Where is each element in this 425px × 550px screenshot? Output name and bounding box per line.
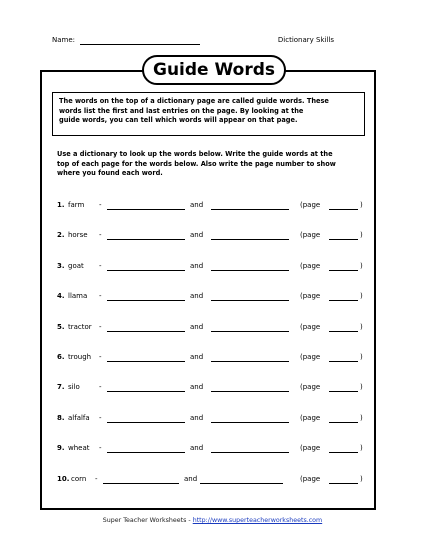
page-close-paren: ): [360, 413, 363, 422]
first-guide-word-blank[interactable]: [107, 201, 185, 210]
word-item: [57, 414, 367, 426]
item-word: silo: [68, 383, 80, 392]
item-number: 5.: [57, 322, 65, 331]
page-label: (page: [300, 444, 321, 453]
word-item: [57, 231, 367, 243]
item-word: farm: [68, 201, 85, 209]
word-item: [57, 444, 367, 456]
footer: [0, 517, 425, 524]
footer-url-link[interactable]: http://www.superteacherworksheets.com: [192, 517, 323, 524]
subject-label: Dictionary Skills: [277, 36, 334, 44]
page-number-blank[interactable]: [329, 353, 358, 362]
second-guide-word-blank[interactable]: [211, 444, 289, 453]
footer-site-name: Super Teacher Worksheets: [102, 517, 187, 524]
definition-line: words list the first and last entries on the page. By looking at the: [59, 106, 304, 115]
item-number: 4.: [57, 292, 65, 301]
page-label: (page: [300, 292, 321, 301]
and-label: and: [190, 383, 204, 392]
first-guide-word-blank[interactable]: [103, 475, 179, 484]
item-dash: -: [99, 413, 102, 422]
page-close-paren: ): [360, 322, 363, 331]
footer-separator: -: [188, 517, 191, 524]
page-number-blank[interactable]: [329, 231, 358, 240]
item-dash: -: [95, 474, 98, 483]
page-label: (page: [300, 383, 321, 392]
item-dash: -: [99, 353, 102, 361]
definition-line: The words on the top of a dictionary page are called guide words. These: [59, 97, 329, 105]
item-number: 10.: [57, 474, 70, 483]
page-label: (page: [300, 353, 321, 361]
item-number: 9.: [57, 444, 65, 453]
second-guide-word-blank[interactable]: [211, 231, 289, 240]
page-number-blank[interactable]: [329, 444, 358, 453]
item-dash: -: [99, 292, 102, 301]
word-item: [57, 475, 367, 487]
item-number: 1.: [57, 201, 65, 209]
and-label: and: [190, 231, 204, 240]
page-number-blank[interactable]: [329, 475, 358, 484]
page-close-paren: ): [360, 231, 363, 240]
item-dash: -: [99, 444, 102, 453]
item-word: wheat: [68, 444, 90, 453]
and-label: and: [190, 201, 204, 209]
item-dash: -: [99, 231, 102, 240]
second-guide-word-blank[interactable]: [211, 201, 289, 210]
item-word: trough: [68, 353, 92, 361]
item-word: alfalfa: [68, 413, 90, 422]
second-guide-word-blank[interactable]: [200, 475, 283, 484]
page-label: (page: [300, 261, 321, 270]
second-guide-word-blank[interactable]: [211, 383, 289, 392]
first-guide-word-blank[interactable]: [107, 353, 185, 362]
page-close-paren: ): [360, 353, 363, 361]
second-guide-word-blank[interactable]: [211, 414, 289, 423]
first-guide-word-blank[interactable]: [107, 323, 185, 332]
item-number: 8.: [57, 413, 65, 422]
item-number: 3.: [57, 261, 65, 270]
page-number-blank[interactable]: [329, 414, 358, 423]
item-dash: -: [99, 383, 102, 392]
page-close-paren: ): [360, 261, 363, 270]
item-dash: -: [99, 322, 102, 331]
second-guide-word-blank[interactable]: [211, 353, 289, 362]
item-word: goat: [68, 261, 84, 270]
name-label: Name:: [52, 36, 76, 44]
name-field-line[interactable]: [80, 44, 200, 45]
word-item: [57, 292, 367, 304]
and-label: and: [190, 261, 204, 270]
instruction-line: Use a dictionary to look up the words below. Write the guide words at the: [57, 150, 333, 158]
word-item: [57, 383, 367, 395]
and-label: and: [184, 474, 198, 483]
item-word: llama: [68, 292, 88, 301]
page-label: (page: [300, 413, 321, 422]
page-number-blank[interactable]: [329, 383, 358, 392]
page-close-paren: ): [360, 201, 363, 209]
worksheet-header: [52, 36, 372, 50]
page-label: (page: [300, 201, 321, 209]
word-item: [57, 323, 367, 335]
word-item: [57, 262, 367, 274]
first-guide-word-blank[interactable]: [107, 414, 185, 423]
definition-box: [52, 92, 365, 136]
word-item: [57, 353, 367, 365]
item-word: tractor: [68, 322, 92, 331]
first-guide-word-blank[interactable]: [107, 383, 185, 392]
page-close-paren: ): [360, 383, 363, 392]
and-label: and: [190, 322, 204, 331]
and-label: and: [190, 413, 204, 422]
definition-line: guide words, you can tell which words will appear on that page.: [59, 116, 298, 124]
second-guide-word-blank[interactable]: [211, 262, 289, 271]
item-number: 7.: [57, 383, 65, 392]
word-item: [57, 201, 367, 213]
page-label: (page: [300, 322, 321, 331]
worksheet-title: Guide Words: [142, 55, 286, 85]
first-guide-word-blank[interactable]: [107, 292, 185, 301]
page-close-paren: ): [360, 474, 363, 483]
first-guide-word-blank[interactable]: [107, 231, 185, 240]
and-label: and: [190, 292, 204, 301]
item-dash: -: [99, 201, 102, 209]
first-guide-word-blank[interactable]: [107, 444, 185, 453]
page-number-blank[interactable]: [329, 323, 358, 332]
item-number: 2.: [57, 231, 65, 240]
page-number-blank[interactable]: [329, 292, 358, 301]
item-dash: -: [99, 261, 102, 270]
page-close-paren: ): [360, 292, 363, 301]
second-guide-word-blank[interactable]: [211, 323, 289, 332]
item-number: 6.: [57, 353, 65, 361]
page-number-blank[interactable]: [329, 201, 358, 210]
second-guide-word-blank[interactable]: [211, 292, 289, 301]
page-number-blank[interactable]: [329, 262, 358, 271]
page-close-paren: ): [360, 444, 363, 453]
item-word: corn: [71, 474, 87, 483]
instructions: [57, 150, 367, 179]
first-guide-word-blank[interactable]: [107, 262, 185, 271]
instruction-line: where you found each word.: [57, 169, 163, 177]
and-label: and: [190, 444, 204, 453]
and-label: and: [190, 353, 204, 361]
page-label: (page: [300, 474, 321, 483]
item-word: horse: [68, 231, 88, 240]
page-label: (page: [300, 231, 321, 240]
instruction-line: top of each page for the words below. Also write the page number to show: [57, 159, 336, 168]
